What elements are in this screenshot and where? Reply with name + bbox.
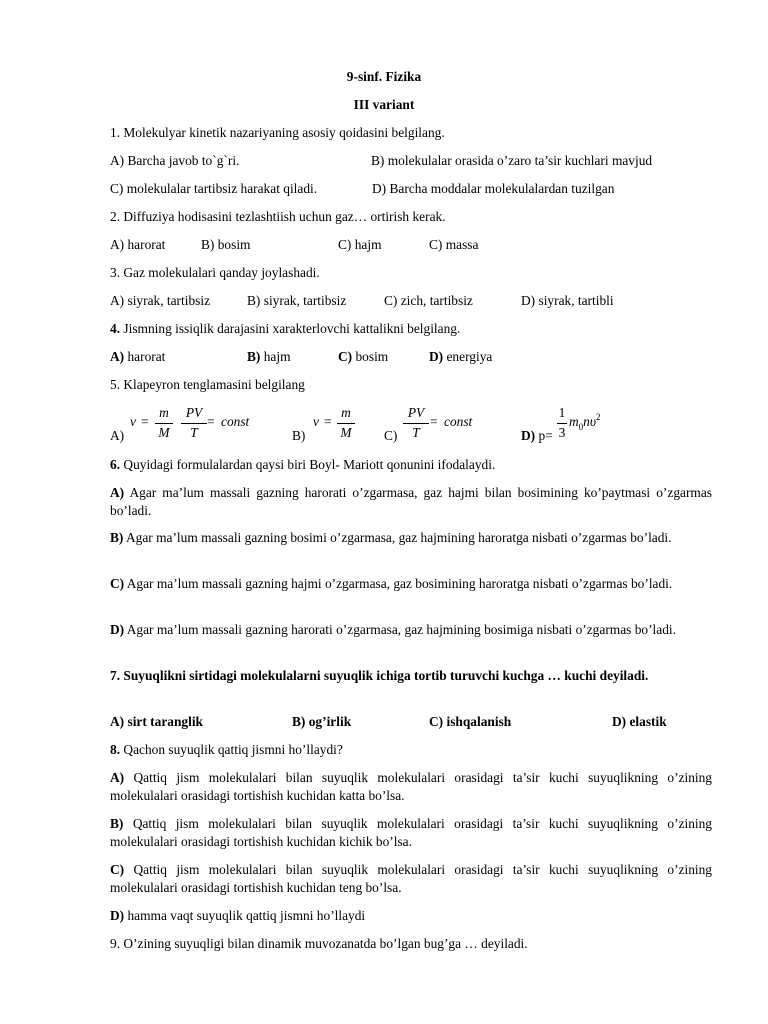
q8-a-label: A)	[110, 770, 125, 785]
q5-c-const: const	[444, 414, 473, 429]
q5-a-M: M	[158, 425, 170, 440]
q7-option-d: D) elastik	[612, 714, 667, 729]
q8-text: Qachon suyuqlik qattiq jismni ho’llaydi?	[120, 742, 343, 757]
q2-option-c: C) hajm	[338, 237, 382, 252]
question-2: 2. Diffuziya hodisasini tezlashtiish uchun gaz… ortirish kerak.	[110, 209, 446, 224]
q6-number: 6.	[110, 457, 121, 472]
q5-d-v: υ	[589, 414, 597, 429]
q8-a-text: Qattiq jism molekulalari bilan suyuqlik molekulalari orasidagi ta’sir kuchi suyuqlikning o’zining molekulalari orasidagi tortishish kuchidan katta bo’lsa.	[110, 770, 712, 803]
q7-option-a: A) sirt taranglik	[110, 714, 203, 729]
q5-d-one: 1	[558, 405, 566, 420]
q4-option-b	[247, 348, 291, 366]
question-1: 1. Molekulyar kinetik nazariyaning asosiy qoidasini belgilang.	[110, 125, 445, 140]
q5-d-label-letter: D)	[521, 428, 536, 443]
question-6	[110, 456, 495, 474]
q6-a-label: A)	[110, 485, 125, 500]
q4-a-label: A)	[110, 349, 125, 364]
q5-d-p: p=	[538, 428, 553, 443]
q3-option-c: C) zich, tartibsiz	[384, 293, 473, 308]
q2-option-a: A) harorat	[110, 237, 166, 252]
q5-c-label: C)	[384, 428, 398, 443]
q4-option-a	[110, 348, 165, 366]
q5-d-three: 3	[558, 425, 566, 440]
q4-option-c	[338, 348, 388, 366]
q8-option-b	[110, 815, 712, 851]
q5-b-M: M	[340, 425, 352, 440]
q8-b-label: B)	[110, 816, 124, 831]
q4-d-label: D)	[429, 349, 444, 364]
q5-a-nu: ν	[130, 414, 136, 429]
q1-option-b: B) molekulalar orasida o’zaro ta’sir kuchlari mavjud	[371, 153, 653, 168]
q5-d-sub: 0	[578, 422, 584, 432]
fraction-bar	[557, 423, 567, 424]
q6-d-text: Agar ma’lum massali gazning harorati o’zgarmasa, gaz hajmining bosimiga nisbati o’zgarmas bo’ladi.	[124, 622, 676, 637]
q5-c-PV: PV	[407, 405, 425, 420]
q5-d-label	[521, 427, 553, 445]
fraction-bar	[155, 423, 173, 424]
q8-number: 8.	[110, 742, 121, 757]
q4-c-text: bosim	[352, 349, 389, 364]
q6-option-c	[110, 575, 712, 593]
q5-a-eq2: =	[207, 414, 215, 429]
fraction-bar	[403, 423, 429, 424]
q1-option-a: A) Barcha javob to`g`ri.	[110, 153, 240, 168]
question-4	[110, 320, 460, 338]
q3-option-a: A) siyrak, tartibsiz	[110, 293, 211, 308]
q4-c-label: C)	[338, 349, 353, 364]
question-3: 3. Gaz molekulalari qanday joylashadi.	[110, 265, 320, 280]
q6-option-d	[110, 621, 712, 639]
q3-option-d: D) siyrak, tartibli	[521, 293, 614, 308]
q3-option-b: B) siyrak, tartibsiz	[247, 293, 347, 308]
q7-option-b: B) og’irlik	[292, 714, 352, 729]
q5-a-T: T	[190, 425, 198, 440]
q6-c-text: Agar ma’lum massali gazning hajmi o’zgarmasa, gaz bosimining haroratga nisbati o’zgarmas bo’ladi.	[124, 576, 673, 591]
q8-c-text: Qattiq jism molekulalari bilan suyuqlik molekulalari orasidagi ta’sir kuchi suyuqlikning o’zining molekulalari orasidagi tortishish kuchidan teng bo’lsa.	[110, 862, 712, 895]
question-7: 7. Suyuqlikni sirtidagi molekulalarni suyuqlik ichiga tortib turuvchi kuchga … kuchi deyiladi.	[110, 668, 649, 683]
q5-b-m: m	[341, 405, 351, 420]
q4-a-text: harorat	[124, 349, 166, 364]
q8-d-label: D)	[110, 908, 125, 923]
fraction-bar	[337, 423, 355, 424]
q2-option-d: C) massa	[429, 237, 479, 252]
q4-b-text: hajm	[260, 349, 291, 364]
q8-c-label: C)	[110, 862, 125, 877]
q6-option-a	[110, 484, 712, 520]
q5-a-PV: PV	[185, 405, 203, 420]
question-9: 9. O’zining suyuqligi bilan dinamik muvozanatda bo’lgan bug’ga … deyiladi.	[110, 936, 528, 951]
q1-option-d: D) Barcha moddalar molekulalardan tuzilgan	[372, 181, 615, 196]
q6-a-text: Agar ma’lum massali gazning harorati o’zgarmasa, gaz hajmi bilan bosimining ko’paytmasi o’zgarmas bo’ladi.	[110, 485, 712, 518]
q5-d-expr	[569, 413, 601, 432]
q5-a-eq: =	[141, 414, 149, 429]
q4-b-label: B)	[247, 349, 261, 364]
q4-option-d	[429, 348, 492, 366]
q4-number: 4.	[110, 321, 121, 336]
q5-d-m: m	[569, 414, 579, 429]
q6-b-label: B)	[110, 530, 124, 545]
q8-option-a	[110, 769, 712, 805]
q5-c-frac-PVT	[403, 404, 429, 442]
q6-c-label: C)	[110, 576, 125, 591]
variant-title: III variant	[353, 97, 415, 112]
question-8	[110, 741, 343, 759]
q1-option-c: C) molekulalar tartibsiz harakat qiladi.	[110, 181, 318, 196]
q5-a-frac-PVT	[181, 404, 207, 442]
q5-b-frac-mM	[337, 404, 355, 442]
q5-d-n: n	[583, 414, 590, 429]
q5-a-frac-mM	[155, 404, 173, 442]
q8-option-c	[110, 861, 712, 897]
fraction-bar	[181, 423, 207, 424]
question-5: 5. Klapeyron tenglamasini belgilang	[110, 377, 305, 392]
q6-option-b	[110, 529, 712, 547]
q6-text: Quyidagi formulalardan qaysi biri Boyl- Mariott qonunini ifodalaydi.	[120, 457, 496, 472]
q7-option-c: C) ishqalanish	[429, 714, 512, 729]
document-title: 9-sinf. Fizika	[346, 69, 422, 84]
q8-b-text: Qattiq jism molekulalari bilan suyuqlik molekulalari orasidagi ta’sir kuchi suyuqlikning o’zining molekulalari orasidagi tortishish kuchidan kichik bo’lsa.	[110, 816, 712, 849]
q4-d-text: energiya	[443, 349, 493, 364]
q5-b-label: B)	[292, 428, 306, 443]
q8-d-text: hamma vaqt suyuqlik qattiq jismni ho’llaydi	[124, 908, 366, 923]
q5-a-const: const	[221, 414, 250, 429]
q6-b-text: Agar ma’lum massali gazning bosimi o’zgarmasa, gaz hajmining haroratga nisbati o’zgarmas bo’ladi.	[123, 530, 672, 545]
q5-b-nu: ν	[313, 414, 319, 429]
q5-c-T: T	[412, 425, 420, 440]
q8-option-d	[110, 907, 365, 925]
q5-b-eq: =	[324, 414, 332, 429]
q4-text: Jismning issiqlik darajasini xarakterlovchi kattalikni belgilang.	[120, 321, 461, 336]
q5-d-frac-13	[557, 404, 567, 442]
q5-a-m: m	[159, 405, 169, 420]
q5-c-eq: =	[430, 414, 438, 429]
q5-a-label: A)	[110, 428, 125, 443]
q6-d-label: D)	[110, 622, 125, 637]
q5-d-sup: 2	[596, 412, 601, 422]
q2-option-b: B) bosim	[201, 237, 251, 252]
